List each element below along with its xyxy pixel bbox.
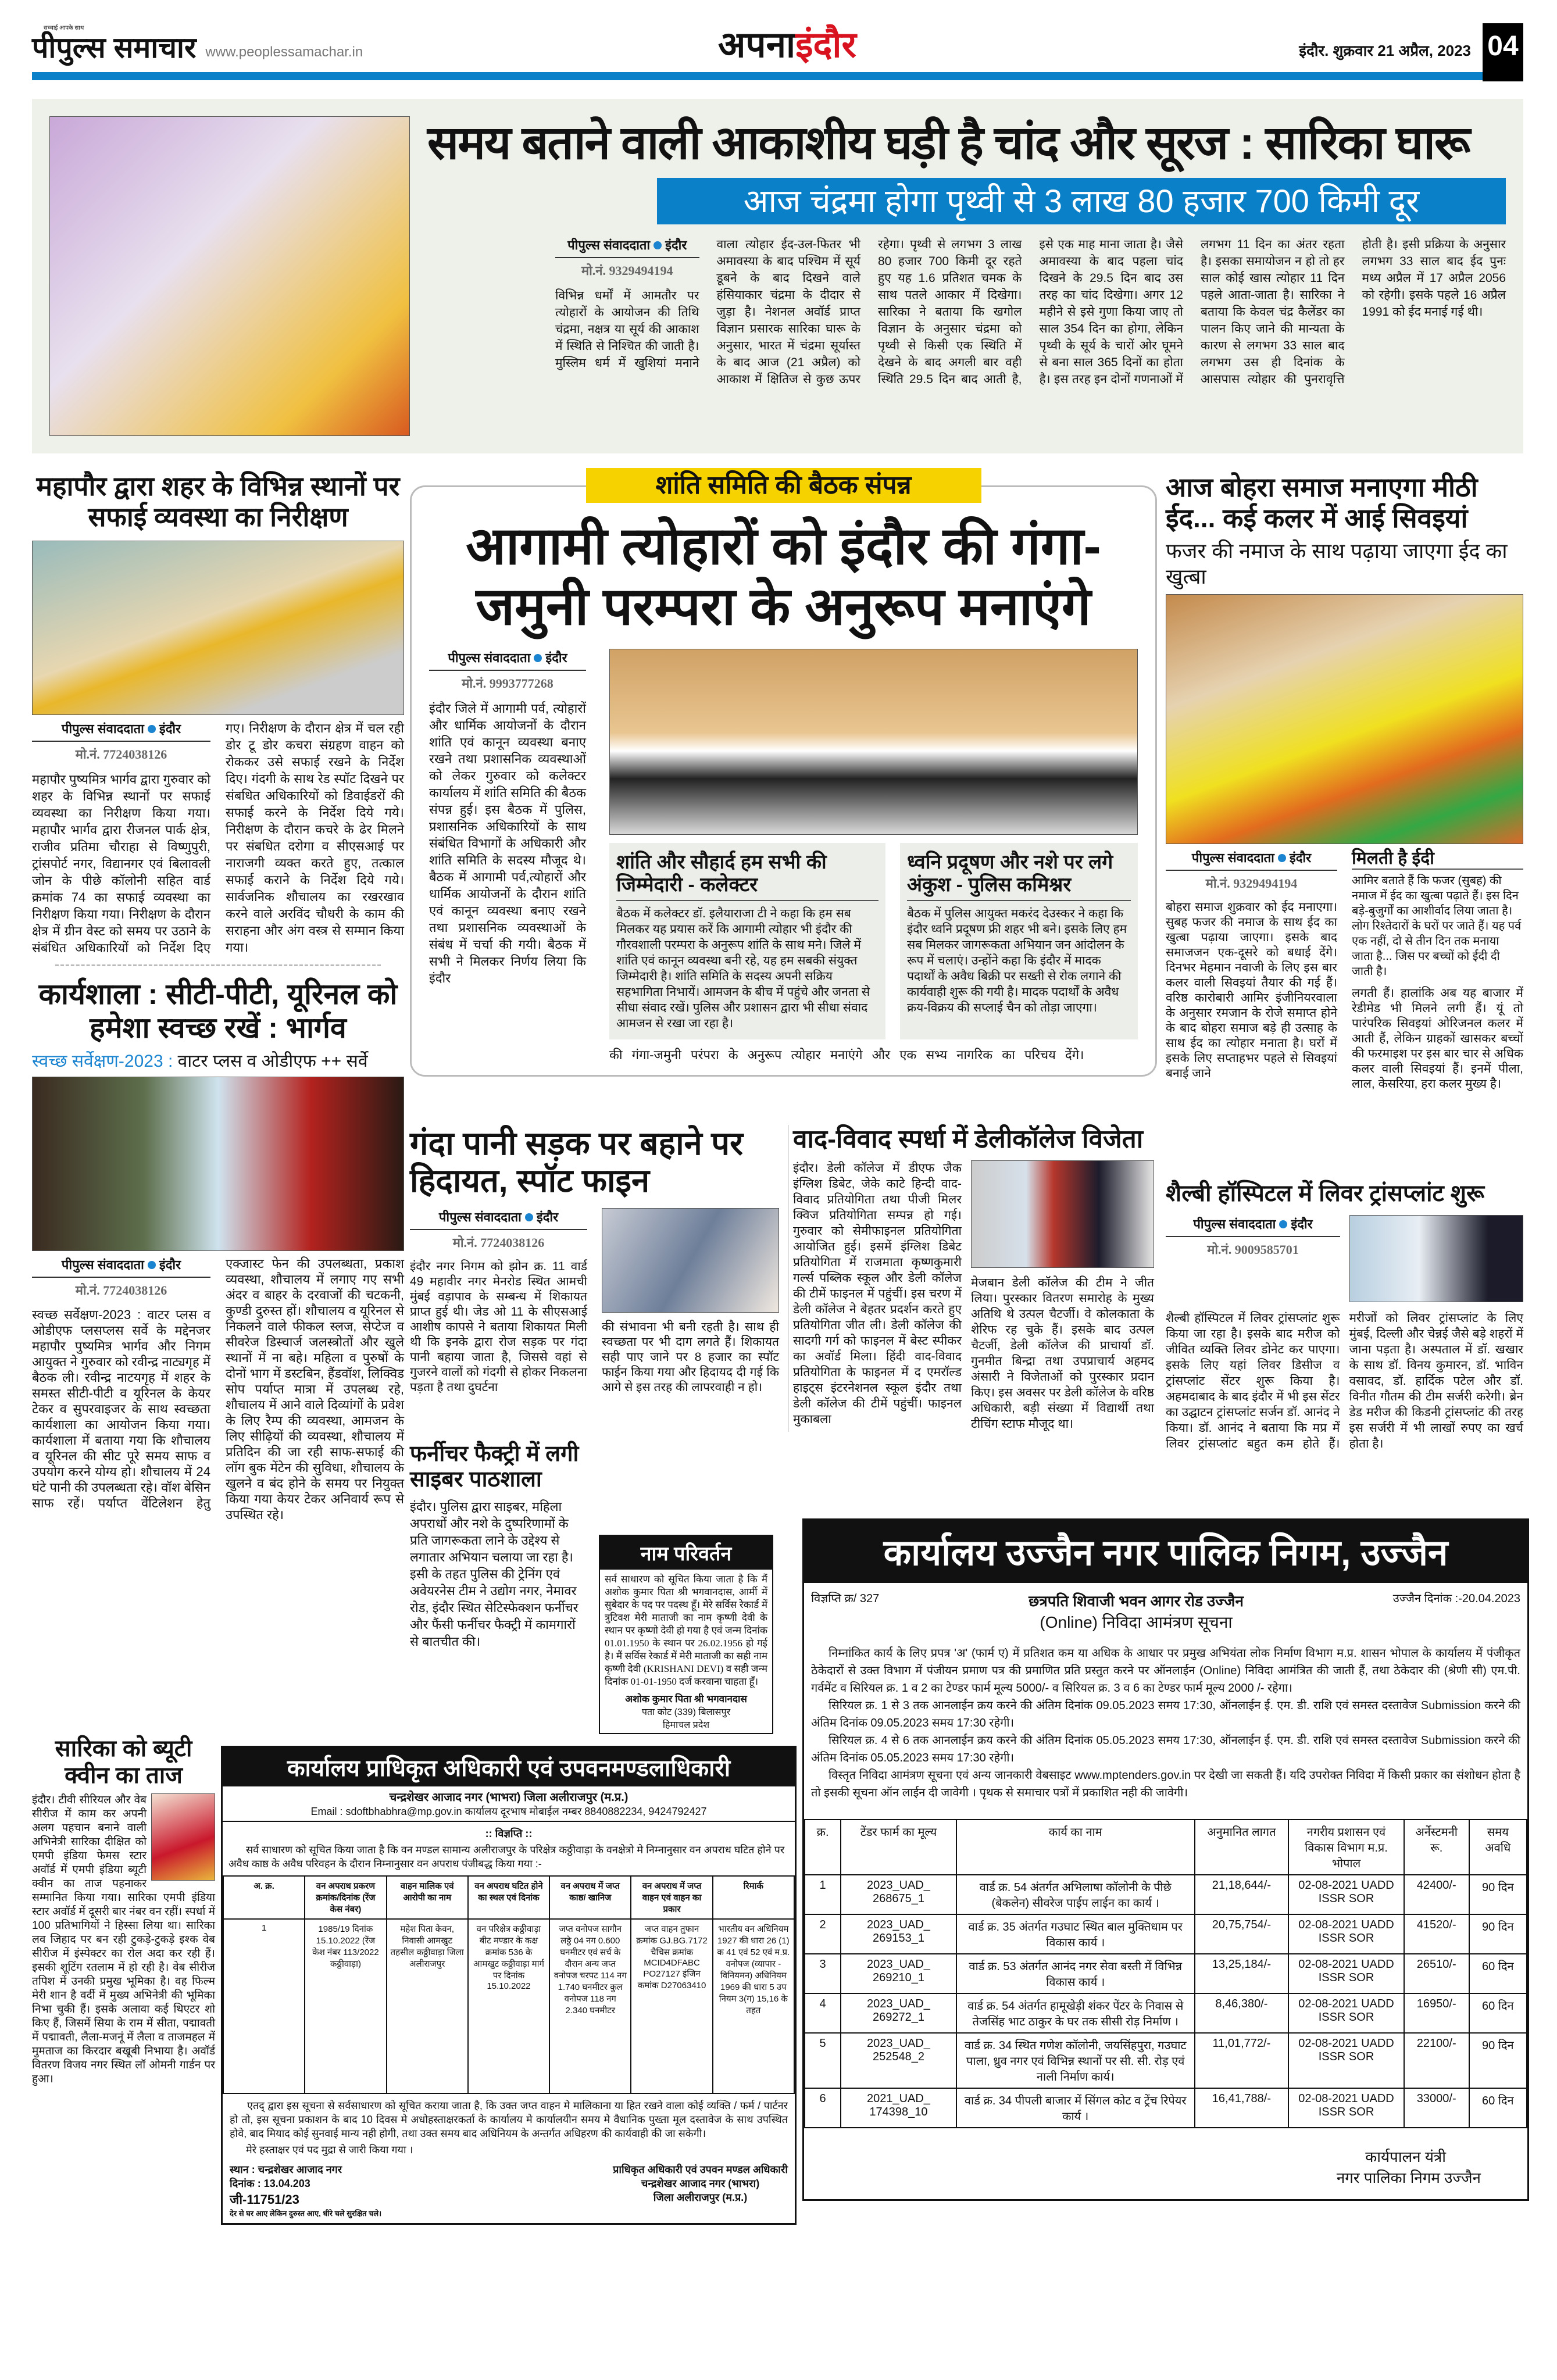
byline-text: पीपुल्स संवाददाता bbox=[1193, 1217, 1276, 1231]
tender-cell: 6 bbox=[805, 2088, 841, 2128]
ujjain-signatory-office: नगर पालिका निगम उज्जैन bbox=[1336, 2169, 1481, 2186]
ujjain-title: कार्यालय उज्जैन नगर पालिक निगम, उज्जैन bbox=[804, 1520, 1527, 1583]
forest-table-cell: 1 bbox=[223, 1919, 305, 2093]
forest-issued: मेरे हस्ताक्षर एवं पद मुद्रा से जारी किया गया । bbox=[246, 2144, 413, 2156]
forest-table-header: वन अपराध घटित होने का स्थल एवं दिनांक bbox=[468, 1876, 549, 1919]
cyber-body: इंदौर। पुलिस द्वारा साइबर, महिला अपराधों और नशे के दुष्परिणामों के प्रति जागरूकता लाने के उद्देश्य से लगातार अभियान चलाया जा रहा है। इसी के तहत पुलिस की ट्रेनिंग एवं अवेयरनेस टीम ने उद्योग नगर, नेमावर रोड, इंदौर स्थित सेटिस्फेक्शन फर्नीचर और फैंसी फर्नीचर फैक्ट्री में कामगारों से बातचीत की। bbox=[410, 1499, 578, 1649]
tender-cell: 8,46,380/- bbox=[1195, 1993, 1288, 2033]
tender-cell: 33000/- bbox=[1404, 2088, 1469, 2128]
mobile-number: मो.नं. 9009585701 bbox=[1207, 1242, 1299, 1257]
ujjain-paragraph: सिरियल क्र. 1 से 3 तक आनलाईन क्रय करने की अंतिम दिनांक 09.05.2023 समय 17:30, ऑनलाईन ई. एम. डी. राशि एवं समस्त दस्तावेज Submission करने की अंतिम दिनांक 09.05.2023 समय 17:30 रहेगी। bbox=[811, 1699, 1520, 1729]
byline-text: पीपुल्स संवाददाता bbox=[438, 1209, 522, 1224]
tender-row bbox=[805, 2033, 1527, 2088]
bohra-body: बोहरा समाज शुक्रवार को ईद मनाएगा। सुबह फजर की नमाज के साथ ईद का खुत्बा पढ़ाया जाएगा। इसके बाद समाजजन एक-दूसरे को बधाई देंगे। दिनभर मेहमान नवाजी के लिए इस बार कलर वाली सिवइयां तैयार की गई हैं। वरिष्ठ कारोबारी आमिर इंजीनियरवाला के अनुसार रमजान के रोजे समाप्त होने के बाद बोहरा समाज बड़े ही उत्साह के साथ ईद का त्योहार मनाता है। घरों में इसके लिए सप्ताहभर पहले से सिवइयां बनाई जाने bbox=[1166, 900, 1337, 1080]
mayor-article bbox=[32, 471, 404, 966]
tender-cell: 02-08-2021 UADD ISSR SOR bbox=[1288, 1914, 1404, 1954]
peace-tag: शांति समिति की बैठक संपन्न bbox=[586, 468, 981, 503]
telescope-photo bbox=[49, 116, 410, 436]
peace-body-tail: की गंगा-जमुनी परंपरा के अनुरूप त्योहार मनाएंगे और एक सभ्य नागरिक का परिचय देंगे। bbox=[609, 1048, 1084, 1063]
tender-cell: 2023_UAD_ 269272_1 bbox=[841, 1993, 956, 2033]
byline-text: पीपुल्स संवाददाता bbox=[1191, 850, 1274, 865]
logo-text: पीपुल्स समाचार bbox=[32, 31, 197, 64]
tender-cell: 2021_UAD_ 174398_10 bbox=[841, 2088, 956, 2128]
tender-cell: 22100/- bbox=[1404, 2033, 1469, 2088]
logo bbox=[32, 23, 196, 64]
tender-cell: 60 दिन bbox=[1469, 1954, 1527, 1993]
ujjain-tender bbox=[802, 1518, 1529, 2201]
police-box bbox=[900, 843, 1138, 1039]
sarika-article bbox=[32, 1735, 215, 2086]
tender-cell: 16,41,788/- bbox=[1195, 2088, 1288, 2128]
tender-cell: 11,01,772/- bbox=[1195, 2033, 1288, 2088]
byline-text: पीपुल्स संवाददाता bbox=[567, 238, 651, 252]
website: www.peoplessamachar.in bbox=[205, 44, 363, 60]
mobile-number: मो.नं. 7724038126 bbox=[75, 1283, 167, 1298]
tender-cell: 1 bbox=[805, 1875, 841, 1914]
top-article-columns bbox=[555, 236, 1506, 388]
tender-cell: 90 दिन bbox=[1469, 1875, 1527, 1914]
tender-cell: 60 दिन bbox=[1469, 1993, 1527, 2033]
logo-tagline: सच्चाई आपके साथ bbox=[44, 25, 84, 31]
name-change-signatory: अशोक कुमार पिता श्री भगवानदास bbox=[625, 1693, 747, 1704]
forest-table-cell: 1985/19 दिनांक 15.10.2022 (रेंज केश नंबर 113/2022 कठ्ठीवाड़ा) bbox=[305, 1919, 386, 2093]
top-feature bbox=[32, 99, 1523, 453]
mobile-number: मो.नं. 7724038126 bbox=[75, 746, 167, 762]
forest-slogan: देर से घर आए लेकिन दुरुस्त आए, धीरे चले सुरक्षित चले। bbox=[230, 2209, 382, 2218]
debate-article bbox=[788, 1125, 1154, 1432]
ujjain-paragraph: विस्तृत निविदा आमंत्रण सूचना एवं अन्य जानकारी वेबसाइट www.mptenders.gov.in पर देखी जा सकती हैं। यदि उपरोक्त निविदा में किसी प्रकार का संशोधन होता है तो इसकी सूचना ऑन लाईन दी जावेगी । पृथक से समाचार पत्रों में प्रकाशित नही की जावेगी। bbox=[811, 1769, 1520, 1799]
forest-signatory: प्राधिकृत अधिकारी एवं उपवन मण्डल अधिकारी bbox=[613, 2164, 788, 2175]
forest-notice-title: कार्यालय प्राधिकृत अधिकारी एवं उपवनमण्डलाधिकारी bbox=[223, 1748, 795, 1786]
tender-cell: 4 bbox=[805, 1993, 841, 2033]
ujjain-table-header: समय अवधि bbox=[1469, 1820, 1527, 1875]
name-change-body: सर्व साधारण को सूचित किया जाता है कि मैं अशोक कुमार पिता श्री भगवानदास, आर्मी में सुबेदार के पद पर पदस्थ हूँ। मेरे सर्विस रेकार्ड में त्रुटिवश मेरी माताजी का नाम कृष्णी देवी के स्थान पर कृष्णो देवी हो गया है एवं जन्म दिनांक 01.01.1950 के स्थान पर 26.02.1956 हो गई है। मैं सर्विस रेकार्ड में मेरी माताजी का सही नाम कृष्णी देवी (KRISHANI DEVI) व सही जन्म दिनांक 01-01-1950 दर्ज करवाना चाहता हूँ। bbox=[605, 1574, 767, 1687]
tender-cell: 3 bbox=[805, 1954, 841, 1993]
peace-article bbox=[410, 468, 1157, 1077]
ujjain-signatory: कार्यपालन यंत्री bbox=[1365, 2148, 1446, 2165]
debate-trophy-photo bbox=[971, 1160, 1154, 1268]
police-box-title: ध्वनि प्रदूषण और नशे पर लगे अंकुश - पुलिस कमिश्नर bbox=[907, 851, 1131, 901]
bohra-subhead: फजर की नमाज के साथ पढ़ाया जाएगा ईद का खुत्बा bbox=[1166, 538, 1508, 588]
forest-table-header: वन अपराध में जप्त काष्ठ/ खानिज bbox=[549, 1876, 631, 1919]
workshop-body: स्वच्छ सर्वेक्षण-2023 : वाटर प्लस व ओडीएफ प्लसप्लस सर्वे के मद्देनजर महापौर पुष्यमित्र भार्गव और निगम आयुक्त ने गुरुवार को रवीन्द्र नाट्यगृह में बैठक ली। रवीन्द्र नाटयगृह में शहर के समस्त सीटी-पीटी व यूरिनल के केयर टेकर व सुपरवाइजर के साथ स्वच्छता कार्यशाला का आयोजन किया गया। कार्यशाला में बताया गया कि शौचालय व यूरिनल की सीट पूरे समय साफ व उपयोग करने योग्य हो। शौचालय में 24 घंटे पानी की उपलब्धता रहे। वॉश बेसिन साफ रहें। पर्याप्त वेंटिलेशन हेतु एक्जास्ट फेन की उपलब्धता, प्रकाश व्यवस्था, शौचालय में लगाए गए सभी अंदर व बाहर के दरवाजों की चटकनी, कुण्डी दुरुस्त हों। शौचालय व यूरिनल से निकलने वाले फीकल स्लज, सेप्टेज व सीवरेज डिस्चार्ज जलस्त्रोतों और खुले स्थानों में ना बहे। महिला व पुरुषों के दोनों भाग में डस्टबिन, हैंडवॉश, लिक्विड सोप पर्याप्त मात्रा में उपलब्ध रहे, शौचालय में आने वाले दिव्यांगों के प्रवेश के लिए रैम्प की व्यवस्था, आमजन के लिए सीढ़ियों की व्यवस्था, शौचालय में प्रतिदिन की जा रही साफ-सफाई की लॉग बुक मेंटेन की सुविधा, शौचालय के खुलने व बंद होने के समय पर नियुक्त किया गया केयर टेकर अनिवार्य रूप से उपस्थित रहे। bbox=[32, 1256, 404, 1522]
tender-cell: 5 bbox=[805, 2033, 841, 2088]
collector-box-title: शांति और सौहार्द हम सभी की जिम्मेदारी - कलेक्टर bbox=[616, 851, 879, 901]
mobile-number: मो.नं. 9329494194 bbox=[1205, 875, 1298, 891]
ujjain-subtitle: छत्रपति शिवाजी भवन आगर रोड उज्जैन bbox=[1029, 1592, 1244, 1610]
name-change-address: पता कोट (339) बिलासपुर bbox=[641, 1707, 731, 1717]
forest-address: चन्द्रशेखर आजाद नगर (भाभरा) जिला अलीराजपुर (म.प्र.) bbox=[389, 1791, 628, 1804]
tender-cell: 2023_UAD_ 268675_1 bbox=[841, 1875, 956, 1914]
ujjain-table-header: नगरीय प्रशासन एवं विकास विभाग म.प्र. भोपाल bbox=[1288, 1820, 1404, 1875]
forest-table bbox=[223, 1875, 795, 2094]
mayor-body: महापौर पुष्यमित्र भार्गव द्वारा गुरुवार को शहर के विभिन्न स्थानों पर सफाई व्यवस्था का निरीक्षण किया गया। महापौर भार्गव द्वारा रीजनल पार्क क्षेत्र, राजीव प्रतिमा चौराहा से विष्णुपुरी, ट्रांसपोर्ट नगर, विद्यानगर एवं बिलावली जोन के पीछे कॉलोनी सहित वार्ड क्रमांक 74 का सफाई व्यवस्था का निरीक्षण किया गया। निरीक्षण के दौरान क्षेत्र में ग्रीन वेस्ट को समय पर उठाने के संबंधित अधिकारियों को निर्देश दिए गए। निरीक्षण के दौरान क्षेत्र में चल रही डोर टू डोर कचरा संग्रहण वाहन को रोककर उसे सफाई रखने के निर्देश दिए। गंदगी के साथ रेड स्पॉट दिखने पर संबधित अधिकारियों को डिवाईडरों की सफाई करने के निर्देश दिये गये। निरीक्षण के दौरान कचरे के ढेर मिलने पर संबधित दरोगा व सीएसआई पर नाराजगी व्यक्त करते हुए, तत्काल सफाई कराने के निर्देश दिये गये। सार्वजनिक शौचालय का रखरखाव करने वाले अरविंद चौधरी के काम की सराहना और अंग वस्त्र से सम्मान किया गया। bbox=[32, 720, 404, 955]
byline-text: पीपुल्स संवाददाता bbox=[448, 651, 531, 665]
tender-cell: 90 दिन bbox=[1469, 1914, 1527, 1954]
forest-notice-label: :: विज्ञप्ति :: bbox=[485, 1828, 533, 1839]
tender-cell: 2023_UAD_ 252548_2 bbox=[841, 2033, 956, 2088]
ujjain-table-header: अनुमानित लागत bbox=[1195, 1820, 1288, 1875]
mobile-number: मो.नं. 9993777268 bbox=[462, 676, 553, 691]
fine-photo bbox=[602, 1208, 779, 1313]
water-headline: गंदा पानी सड़क पर बहाने पर हिदायत, स्पॉट फाइन bbox=[410, 1125, 744, 1199]
forest-intro: सर्व साधारण को सूचित किया जाता है कि वन मण्डल सामान्य अलीराजपुर के परिक्षेत्र कठ्ठीवाड़ा के वनक्षेत्रो मे निम्नानुसार वन अपराध घटित होने पर अवैध काष्ठ के अवैध परिवहन के दौरान निम्नानुसार वन अपराध पंजीबद्ध किया गया :- bbox=[228, 1844, 785, 1870]
tender-cell: 42400/- bbox=[1404, 1875, 1469, 1914]
tender-cell: 60 दिन bbox=[1469, 2088, 1527, 2128]
sarika-photo bbox=[151, 1793, 215, 1881]
debate-body-2: मेजबान डेली कॉलेज की टीम ने जीत लिया। पुरस्कार वितरण समारोह के मुख्य अतिथि थे उत्पल चैटर्जी। वे कोलकाता के शेरिफ रह चुके हैं। इसके बाद उत्पल चैटर्जी, डेली कॉलेज की प्राचार्या डॉ. गुनमीत बिन्द्रा तथा उपप्राचार्य अहमद अंसारी ने विजेताओं को पुरस्कार प्रदान किए। इस अवसर पर डेली कॉलेज के वरिष्ठ अधिकारी, बड़ी संख्या में विद्यार्थी तथा टीचिंग स्टाफ मौजूद था। bbox=[971, 1275, 1154, 1431]
tender-cell: वार्ड क्र. 54 अंतर्गत हामूखेड़ी शंकर पेंटर के निवास से तेजसिंह भाट ठाकुर के घर तक सीसी रोड़ निर्माण । bbox=[956, 1993, 1195, 2033]
forest-signatory-place: चन्द्रशेखर आजाद नगर (भाभरा) bbox=[641, 2178, 760, 2189]
issue-date: इंदौर. शुक्रवार 21 अप्रैल, 2023 bbox=[1299, 42, 1471, 59]
shalby-body: शैल्बी हॉस्पिटल में लिवर ट्रांसप्लांट शुरू किया जा रहा है। इसके बाद मरीज को जीवित व्यक्ति लिवर डोनेट कर पाएगा। इसके लिए यहां लिवर डिसीज व ट्रांसप्लांट सेंटर शुरू किया है। अहमदाबाद के बाद इंदौर में भी इस सेंटर का उद्घाटन ट्रांसप्लांट सर्जन डॉ. आनंद ने किया। डॉ. आनंद ने बताया कि मप्र में लिवर ट्रांसप्लांट बहुत कम होते हैं। मरीजों को लिवर ट्रांसप्लांट के लिए मुंबई, दिल्ली और चेन्नई जैसे बड़े शहरों में जाना पड़ता है। अस्पताल में डॉ. खखार के साथ डॉ. विनय कुमारन, डॉ. भाविन वसावद, डॉ. हार्दिक पटेल और डॉ. विनीत गौतम की टीम सर्जरी करेगी। ब्रेन डेड मरीज की किडनी ट्रांसप्लांट की तरह इस सर्जरी में भी लाखों रुपए का खर्च होता है। bbox=[1166, 1311, 1523, 1450]
byline-place: इंदौर bbox=[536, 1209, 559, 1224]
mobile-number: मो.नं. 9329494194 bbox=[581, 263, 673, 278]
forest-place: स्थान : चन्द्रशेखर आजाद नगर bbox=[230, 2164, 342, 2175]
tender-row bbox=[805, 2088, 1527, 2128]
eidi-box-title: मिलती है ईदी bbox=[1352, 849, 1523, 870]
name-change-state: हिमाचल प्रदेश bbox=[662, 1720, 710, 1730]
tender-row bbox=[805, 1914, 1527, 1954]
ujjain-paragraphs bbox=[804, 1633, 1527, 1819]
ujjain-table-header: क्र. bbox=[805, 1820, 841, 1875]
peace-body: इंदौर जिले में आगामी पर्व, त्योहारों और धार्मिक आयोजनों के दौरान शांति एवं कानून व्यवस्था बनाए रखने तथा प्रशासनिक व्यवस्थाओं को लेकर गुरुवार को कलेक्टर कार्यालय में शांति समिति की बैठक संपन्न हुई। इस बैठक में पुलिस, प्रशासनिक अधिकारियों के साथ संबंधित विभागों के अधिकारी और शांति समिति के सदस्य मौजूद थे। बैठक में आगामी पर्व,त्योहारों और धार्मिक आयोजनों के दौरान शांति एवं कानून व्यवस्था बनाए रखने तथा प्रशासनिक व्यवस्थाओं के संबंध में चर्चा की गयी। बैठक में सभी ने मिलकर निर्णय लिया कि इंदौर bbox=[429, 701, 586, 985]
tender-cell: वार्ड क्र. 34 स्थित गणेश कॉलोनी, जयसिंहपुरा, गउघाट पाला, ध्रुव नगर एवं विभिन्न स्थानों पर सी. सी. रोड़ एवं नाली निर्माण कार्य। bbox=[956, 2033, 1195, 2088]
workshop-headline: कार्यशाला : सीटी-पीटी, यूरिनल को हमेशा स्वच्छ रखें : भार्गव bbox=[38, 978, 398, 1044]
tender-cell: वार्ड क्र. 34 पीपली बाजार में सिंगल कोट व ट्रेंच रिपेयर कार्य । bbox=[956, 2088, 1195, 2128]
workshop-photo bbox=[32, 1077, 404, 1251]
byline-place: इंदौर bbox=[1291, 1217, 1313, 1231]
forest-table-header: वन अपराध प्रकरण क्रमांक/दिनांक (रेंज केस नंबर) bbox=[305, 1876, 386, 1919]
ujjain-table-header: टेंडर फार्म का मूल्य bbox=[841, 1820, 956, 1875]
mayor-columns bbox=[32, 720, 404, 956]
divider bbox=[55, 964, 381, 966]
tender-cell: 41520/- bbox=[1404, 1914, 1469, 1954]
subhead-b: वाटर प्लस व ओडीएफ ++ सर्वे bbox=[177, 1052, 368, 1071]
forest-closing: एतद् द्वारा इस सूचना से सर्वसाधारण को सूचित कराया जाता है, कि उक्त जप्त वाहन मे मालिकाना या हित रखने वाला कोई व्यक्ति / फर्म / पार्टनर हो तो, इस सूचना प्रकाशन के बाद 10 दिवस मे अधोहस्ताक्षरकर्ता के कार्यालय मे कार्यालयीन समय मे वैधानिक पुख्ता मूल दस्तावेज के साथ उपस्थित होवे, बाद मियाद कोई सुनवाई मान्य नही होगी, तथा उक्त समय बाद अधिनियम के अन्तर्गत अधिहरण की कार्यवाही की जा सकेगी। bbox=[230, 2100, 788, 2139]
byline-place: इंदौर bbox=[159, 1257, 181, 1272]
top-headline: समय बताने वाली आकाशीय घड़ी है चांद और सूरज : सारिका घारू bbox=[427, 117, 1470, 169]
collector-box-body: बैठक में कलेक्टर डॉ. इलैयाराजा टी ने कहा कि हम सब मिलकर यह प्रयास करें कि आगामी त्योहार भी इंदौर की गौरवशाली परम्परा के अनुरूप शांति के साथ मने। जिले में शांति एवं कानून व्यवस्था बनी रहे, यह हम सबकी संयुक्त जिम्मेदारी है। शांति समिति के सदस्य अपनी सक्रिय सहभागिता निभायें। आमजन के बीच में पहुंचे और जनता से सीधा संवाद रखें। पुलिस और प्रशासन द्वारा भी सीधा संवाद आमजन से रखा जा रहा है। bbox=[616, 907, 870, 1031]
workshop-article bbox=[32, 978, 404, 1523]
page-number: 04 bbox=[1483, 23, 1523, 81]
workshop-columns bbox=[32, 1256, 404, 1523]
water-article bbox=[410, 1125, 779, 1395]
sewaiyan-photo bbox=[1166, 594, 1523, 844]
name-change-title: नाम परिवर्तन bbox=[600, 1536, 772, 1570]
section-title-b: इंदौर bbox=[795, 25, 856, 65]
meeting-photo bbox=[609, 649, 1138, 835]
forest-notice bbox=[221, 1746, 797, 2225]
water-body-2: की संभावना भी बनी रहती है। साथ ही स्वच्छता पर भी दाग लगते हैं। शिकायत सही पाए जाने पर 8 हजार का स्पॉट फाईन किया गया और हिदायद दी गई कि आगे से इस तरह की लापरवाही न हो। bbox=[602, 1320, 779, 1394]
sarika-headline: सारिका को ब्यूटी क्वीन का ताज bbox=[55, 1736, 192, 1788]
police-box-body: बैठक में पुलिस आयुक्त मकरंद देउस्कर ने कहा कि इंदौर ध्वनि प्रदूषण फ्री शहर भी बने। इसके लिए हम सब मिलकर जागरूकता अभियान जन आंदोलन के रूप में चलाएं। उन्होंने कहा कि इंदौर में मादक पदार्थों के अवैध बिक्री पर सख्ती से रोक लगाने की कार्यवाही शुरू की गयी है। मादक पदार्थों के अवैध क्रय-विक्रय की सप्लाई चैन को तोड़ा जाएगा। bbox=[907, 907, 1127, 1015]
ujjain-date: उज्जैन दिनांक :-20.04.2023 bbox=[1392, 1592, 1520, 1605]
byline-place: इंदौर bbox=[665, 238, 687, 252]
byline-text: पीपुल्स संवाददाता bbox=[61, 721, 144, 736]
tender-cell: 20,75,754/- bbox=[1195, 1914, 1288, 1954]
masthead bbox=[32, 23, 1523, 81]
tender-cell: 02-08-2021 UADD ISSR SOR bbox=[1288, 2033, 1404, 2088]
tender-cell: 02-08-2021 UADD ISSR SOR bbox=[1288, 1954, 1404, 1993]
byline-text: पीपुल्स संवाददाता bbox=[61, 1257, 144, 1272]
tender-cell: 02-08-2021 UADD ISSR SOR bbox=[1288, 1875, 1404, 1914]
forest-table-header: वन अपराध में जप्त वाहन एवं वाहन का प्रकार bbox=[631, 1876, 712, 1919]
tender-cell: 2 bbox=[805, 1914, 841, 1954]
section-title bbox=[718, 23, 856, 67]
sarika-body: इंदौर। टीवी सीरियल और वेब सीरीज में काम कर अपनी अलग पहचान बनाने वाली अभिनेत्री सारिका दीक्षित को एमपी इंडिया फेमस स्टार अवॉर्ड में एमपी इंडिया ब्यूटी क्वीन का ताज पहनाकर सम्मानित किया गया। सारिका एमपी इंडिया स्टार अवॉर्ड में दूसरी बार नंबर वन रहीं। स्पर्धा में 100 प्रतिभागियों ने हिस्सा लिया था। सारिका लव जिहाद पर बन रही टुकड़े-टुकड़े इश्क वेब सीरीज में इंस्पेक्टर का रोल अदा कर रही हैं। इसकी शूटिंग रतलाम में हो रही है। वेब सीरीज तपिश में उनकी प्रमुख भूमिका है। वह फिल्म मेरी शान है वर्दी में मुख्य अभिनेत्री की भूमिका निभा चुकी हैं। इसके अलावा कई थिएटर शो किए हैं, जिसमें सिया के राम में सीता, पद्मावती में पद्मावती, लैला-मजनूं में लैला व ताजमहल में मुमताज का किरदार बखूबी निभाया है। अवॉर्ड वितरण विजय नगर स्थित लॉ ओमनी गार्डन पर हुआ। bbox=[32, 1794, 215, 2085]
tender-cell: 2023_UAD_ 269210_1 bbox=[841, 1954, 956, 1993]
mayor-headline: महापौर द्वारा शहर के विभिन्न स्थानों पर सफाई व्यवस्था का निरीक्षण bbox=[36, 471, 400, 532]
mayor-photo bbox=[32, 541, 404, 715]
debate-headline: वाद-विवाद स्पर्धा में डेलीकॉलेज विजेता bbox=[793, 1125, 1144, 1153]
shalby-photo bbox=[1349, 1215, 1523, 1302]
ujjain-table-header: अर्नेस्टमनी रू. bbox=[1404, 1820, 1469, 1875]
forest-table-header: रिमार्क bbox=[713, 1876, 794, 1919]
cyber-article bbox=[410, 1442, 584, 1650]
tender-cell: 13,25,184/- bbox=[1195, 1954, 1288, 1993]
collector-box bbox=[609, 843, 885, 1039]
tender-cell: वार्ड क्र. 53 अंतर्गत आनंद नगर सेवा बस्ती में विभिन्न विकास कार्य । bbox=[956, 1954, 1195, 1993]
forest-table-header: अ. क्र. bbox=[223, 1876, 305, 1919]
cyber-headline: फर्नीचर फैक्ट्री में लगी साइबर पाठशाला bbox=[410, 1442, 579, 1492]
tender-row bbox=[805, 1954, 1527, 1993]
tender-cell: वार्ड क्र. 54 अंतर्गत अभिलाषा कॉलोनी के पीछे (बेकलेन) सीवरेज पाईप लाईन का कार्य । bbox=[956, 1875, 1195, 1914]
forest-table-cell: वन परिक्षेत्र कठ्ठीवाड़ा बीट मण्डार के कक्ष क्रमांक 536 के आमखुट कठ्ठीवाड़ा मार्ग पर दिनांक 15.10.2022 bbox=[468, 1919, 549, 2093]
tender-cell: 21,18,644/- bbox=[1195, 1875, 1288, 1914]
tender-cell: 02-08-2021 UADD ISSR SOR bbox=[1288, 2088, 1404, 2128]
ujjain-paragraph: सिरियल क्र. 4 से 6 तक आनलाईन क्रय करने की अंतिम दिनांक 05.05.2023 समय 17:30, ऑनलाईन ई. एम. डी. राशि एवं समस्त दस्तावेज Submission करने की अंतिम दिनांक 05.05.2023 समय 17:30 रहेगी। bbox=[811, 1734, 1520, 1764]
byline-place: इंदौर bbox=[159, 721, 181, 736]
byline-place: इंदौर bbox=[1289, 850, 1312, 865]
ujjain-subtitle-2: (Online) निविदा आमंत्रण सूचना bbox=[1040, 1613, 1233, 1631]
forest-table-cell: महेश पिता केवन, निवासी आमखुट तहसील कठ्ठीवाड़ा जिला अलीराजपुर bbox=[387, 1919, 468, 2093]
top-banner: आज चंद्रमा होगा पृथ्वी से 3 लाख 80 हजार 700 किमी दूर bbox=[657, 178, 1506, 224]
tender-cell: 26510/- bbox=[1404, 1954, 1469, 1993]
byline-place: इंदौर bbox=[545, 651, 567, 665]
forest-contact: Email : sdoftbhabhra@mp.gov.in कार्यालय दूरभाष मोबाईल नम्बर 8840882234, 9424792427 bbox=[310, 1806, 707, 1817]
tender-cell: 90 दिन bbox=[1469, 2033, 1527, 2088]
mobile-number: मो.नं. 7724038126 bbox=[452, 1235, 545, 1250]
shalby-article bbox=[1166, 1180, 1523, 1452]
tender-row bbox=[805, 1993, 1527, 2033]
forest-date: दिनांक : 13.04.203 bbox=[230, 2178, 310, 2189]
forest-table-cell: भारतीय वन अधिनियम 1927 की धारा 26 (1) क 41 एवं 52 एवं म.प्र. वनोपज (व्यापार - विनियमन) अधिनियम 1969 की धारा 5 उप नियम 3(ग) 15,16 के तहत bbox=[713, 1919, 794, 2093]
water-body: इंदौर नगर निगम को झोन क्र. 11 वार्ड 49 महावीर नगर मेनरोड स्थित आमची मुंबई वड़ापाव के सम्बन्ध में शिकायत प्राप्त हुई थी। जेड ओ 11 के सीएसआई आशीष कापसे ने बताया शिकायत मिली थी कि इनके द्वारा रोज सड़क पर गंदा पानी बहाया जाता है, जिससे वहां से गुजरने वालों को गंदगी से होकर निकलना पड़ता है तथा दुघर्टना bbox=[410, 1259, 587, 1394]
peace-headline: आगामी त्योहारों को इंदौर की गंगा-जमुनी परम्परा के अनुरूप मनाएंगे bbox=[466, 517, 1101, 636]
tender-row bbox=[805, 1875, 1527, 1914]
debate-body: इंदौर। डेली कॉलेज में डीएफ जैक इंग्लिश डिबेट, जेके काटे हिन्दी वाद-विवाद प्रतियोगिता तथा पीजी मिलर क्विज प्रतियोगिता सम्पन्न हो गई। गुरुवार को सेमीफाइनल प्रतियोगिता आयोजित हुई। इसमें इंग्लिश डिबेट प्रतियोगिता में राजमाता कृष्णकुमारी गर्ल्स पब्लिक स्कूल और डेली कॉलेज की टीमें फाइनल में पहुंचीं। इस चरण में डेली कॉलेज ने बेहतर प्रदर्शन करते हुए प्रतियोगिता जीत ली। डेली कॉलेज की सादगी गर्ग को फाइनल में बेस्ट स्पीकर का अवॉर्ड मिला। हिंदी वाद-विवाद प्रतियोगिता के फाइनल में द एमरॉल्ड हाइट्स इंटरनेशनल स्कूल इंदौर तथा डेली कॉलेज की टीमें पहुंचीं। फाइनल मुकाबला bbox=[793, 1161, 962, 1426]
bohra-body-2: लगती हैं। हालांकि अब यह बाजार में रेडीमेड भी मिलने लगी हैं। यूं तो पारंपरिक सिवइयां ओरिजनल कलर में आती हैं, लेकिन ग्राहकों खासकर बच्चों की फरमाइश पर इस बार चार से अधिक कलर वाली सिवइयां हैं। इनमें पीला, लाल, केसरिया, हरा कलर मुख्य है। bbox=[1352, 987, 1523, 1091]
name-change-notice bbox=[599, 1535, 773, 1734]
ujjain-notice-no: विज्ञप्ति क्र/ 327 bbox=[811, 1592, 880, 1605]
ujjain-paragraph: निम्नांकित कार्य के लिए प्रपत्र 'अ' (फार्म ए) में प्रतिशत कम या अधिक के आधार पर प्रमुख अभियंता लोक निर्माण विभाग म.प्र. शासन भोपाल के कार्यालय में पंजीकृत ठेकेदारों से उक्त विभाग में पंजीयन प्रमाण पत्र की प्रमाणित प्रति प्रस्तुत करने पर ऑनलाईन (Online) निविदा आमंत्रित की जाती हैं, तथा ठेकेदार की (श्रेणी सी) एम.पी. गर्वमेंट व सिरियल क्र. 1 व 2 का टेण्डर फार्म मूल्य 5000/- व सिरियल क्र. 3 व 6 का टेण्डर फार्म मूल्य 2000 /- रहेगा। bbox=[811, 1647, 1520, 1695]
forest-signatory-district: जिला अलीराजपुर (म.प्र.) bbox=[653, 2192, 748, 2203]
subhead-a: स्वच्छ सर्वेक्षण-2023 : bbox=[32, 1052, 173, 1071]
forest-table-header: वाहन मालिक एवं आरोपी का नाम bbox=[387, 1876, 468, 1919]
section-title-a: अपना bbox=[718, 25, 796, 65]
tender-cell: वार्ड क्र. 35 अंतर्गत गउघाट स्थित बाल मुक्तिधाम पर विकास कार्य । bbox=[956, 1914, 1195, 1954]
ujjain-table-header: कार्य का नाम bbox=[956, 1820, 1195, 1875]
bohra-headline: आज बोहरा समाज मनाएगा मीठी ईद... कई कलर में आई सिवइयां bbox=[1166, 472, 1478, 533]
ujjain-table bbox=[804, 1819, 1527, 2128]
shalby-headline: शैल्बी हॉस्पिटल में लिवर ट्रांसप्लांट शुरू bbox=[1166, 1181, 1485, 1206]
peace-box bbox=[410, 485, 1157, 1077]
top-article-body: विभिन्न धर्मों में आमतौर पर त्योहारों के आयोजन की तिथि चंद्रमा, नक्षत्र या सूर्य की आकाश में स्थिति से निश्चित की जाती है। मुस्लिम धर्म में खुशियां मनाने वाला त्योहार ईद-उल-फितर भी अमावस्या के बाद पश्चिम में सूर्य डूबने के बाद दिखने वाले हंसियाकार चंद्रमा के दीदार से जुड़ा है। नेशनल अवॉर्ड प्राप्त विज्ञान प्रसारक सारिका घारू के अनुसार, भारत में चंद्रमा सूर्यास्त के बाद आज (21 अप्रैल) को आकाश में क्षितिज से कुछ ऊपर रहेगा। पृथ्वी से लगभग 3 लाख 80 हजार 700 किमी दूर रहते हुए यह 1.6 प्रतिशत चमक के साथ पतले आकार में दिखेगा। सारिका ने बताया कि खगोल विज्ञान के अनुसार चंद्रमा को पृथ्वी से किसी एक स्थिति में देखने के बाद अगली बार वही स्थिति 29.5 दिन बाद आती है, इसे एक माह माना जाता है। जैसे अमावस्या के बाद पहला चांद दिखने के 29.5 दिन बाद उस तरह का चांद दिखेगा। अगर 12 महीने से इसे गुणा किया जाए तो साल 354 दिन का होगा, लेकिन पृथ्वी के सूर्य के चारों ओर घूमने से बना साल 365 दिनों का होता है। इस तरह इन दोनों गणनाओं में लगभग 11 दिन का अंतर रहता है। इसका समायोजन न हो तो हर साल कोई खास त्योहार 11 दिन पहले आता-जाता है। सारिका ने बताया कि केवल चंद्र कैलेंडर का पालन किए जाने की मान्यता के कारण से लगभग 33 साल बाद लगभग उस ही दिनांक के आसपास त्योहार की पुनरावृत्ति होती है। इसी प्रक्रिया के अनुसार लगभग 33 साल बाद ईद पुनः मध्य अप्रैल में 17 अप्रैल 2056 को रहेगी। इसके पहले 16 अप्रैल 1991 को ईद मनाई गई थी। bbox=[555, 238, 1506, 386]
eidi-box-body: आमिर बताते हैं कि फजर (सुबह) की नमाज में ईद का खुत्बा पढ़ाते हैं। इस दिन बड़े-बुजुर्गों का आशीर्वाद लिया जाता है। लोग रिश्तेदारों के घरों पर जाते हैं। यह पर्व एक नहीं, दो से तीन दिन तक मनाया जाता है... जिस पर बच्चों को ईदी दी जाती है। bbox=[1352, 874, 1522, 978]
bohra-article bbox=[1166, 472, 1523, 1092]
top-byline bbox=[555, 236, 699, 279]
tender-cell: 16950/- bbox=[1404, 1993, 1469, 2033]
forest-code: जी-11751/23 bbox=[230, 2192, 299, 2207]
tender-cell: 2023_UAD_ 269153_1 bbox=[841, 1914, 956, 1954]
masthead-left bbox=[32, 23, 363, 64]
masthead-rule bbox=[32, 72, 1483, 80]
forest-table-cell: जप्त वाहन तुफान क्रमांक GJ.BG.7172 चैचिस क्रमांक MCID4DFABC PO27127 इंजिन कमांक D27063410 bbox=[631, 1919, 712, 2093]
tender-cell: 02-08-2021 UADD ISSR SOR bbox=[1288, 1993, 1404, 2033]
workshop-subhead bbox=[32, 1048, 404, 1072]
forest-table-cell: जप्त वनोपज सागौन लठ्ठे 04 नग 0.600 घनमीटर एवं सर्च के दौरान अन्य जप्त वनोपज चरपट 114 नग 1.740 घनमीटर कुल वनोपज 118 नग 2.340 घनमीटर bbox=[549, 1919, 631, 2093]
